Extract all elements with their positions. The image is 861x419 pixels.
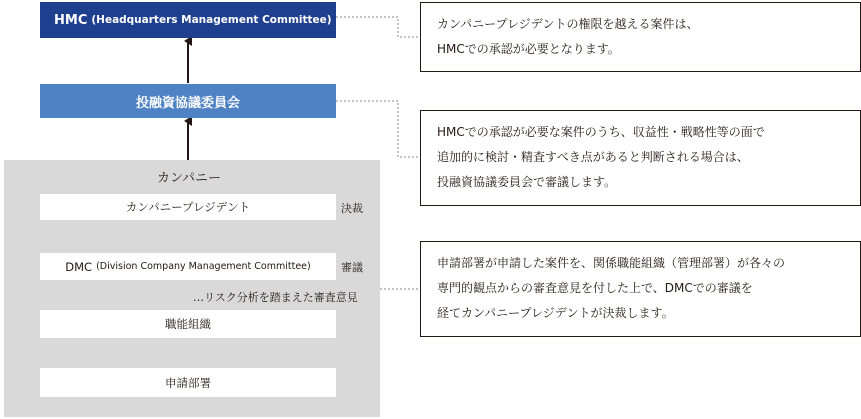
investment-committee-label: 投融資協議委員会 bbox=[135, 95, 240, 111]
applicant-label: 申請部署 bbox=[165, 375, 211, 390]
review-opinion-note: …リスク分析を踏まえた審査意見 bbox=[193, 291, 358, 304]
note-line: 投融資協議委員会で審議します。 bbox=[437, 175, 617, 189]
note-line: 専門的観点からの審査意見を付した上で、DMCでの審議を bbox=[437, 281, 753, 295]
note-line: HMCでの承認が必要となります。 bbox=[437, 42, 620, 56]
connector-hmc-note bbox=[336, 17, 420, 37]
dmc-role-label: 審議 bbox=[341, 261, 363, 274]
note-line: HMCでの承認が必要な案件のうち、収益性・戦略性等の面で bbox=[437, 125, 765, 139]
dmc-box bbox=[40, 253, 336, 280]
investment-committee-box bbox=[40, 84, 336, 118]
functional-org-label: 職能組織 bbox=[165, 317, 211, 331]
note-company bbox=[420, 241, 861, 337]
president-label: カンパニープレジデント bbox=[125, 200, 251, 214]
hmc-label: HMC bbox=[54, 12, 88, 28]
hmc-box bbox=[40, 2, 336, 38]
note-line: 経てカンパニープレジデントが決裁します。 bbox=[437, 306, 674, 320]
applicant-box bbox=[40, 368, 336, 397]
hmc-sublabel: (Headquarters Management Committee) bbox=[91, 14, 332, 26]
functional-org-box bbox=[40, 310, 336, 338]
note-line: 申請部署が申請した案件を、関係職能組織（管理部署）が各々の bbox=[437, 256, 786, 270]
dmc-label: DMC bbox=[65, 259, 93, 274]
note-line: カンパニープレジデントの権限を越える案件は、 bbox=[437, 17, 699, 31]
note-line: 追加的に検討・精査すべき点があると判断される場合は、 bbox=[437, 150, 749, 164]
note-committee bbox=[420, 110, 861, 206]
president-role-label: 決裁 bbox=[341, 202, 363, 215]
president-box bbox=[40, 194, 336, 220]
note-hmc bbox=[420, 2, 861, 72]
company-title: カンパニー bbox=[156, 171, 222, 186]
connector-committee-note bbox=[336, 101, 420, 157]
dmc-sublabel: (Division Company Management Committee) bbox=[96, 261, 311, 272]
